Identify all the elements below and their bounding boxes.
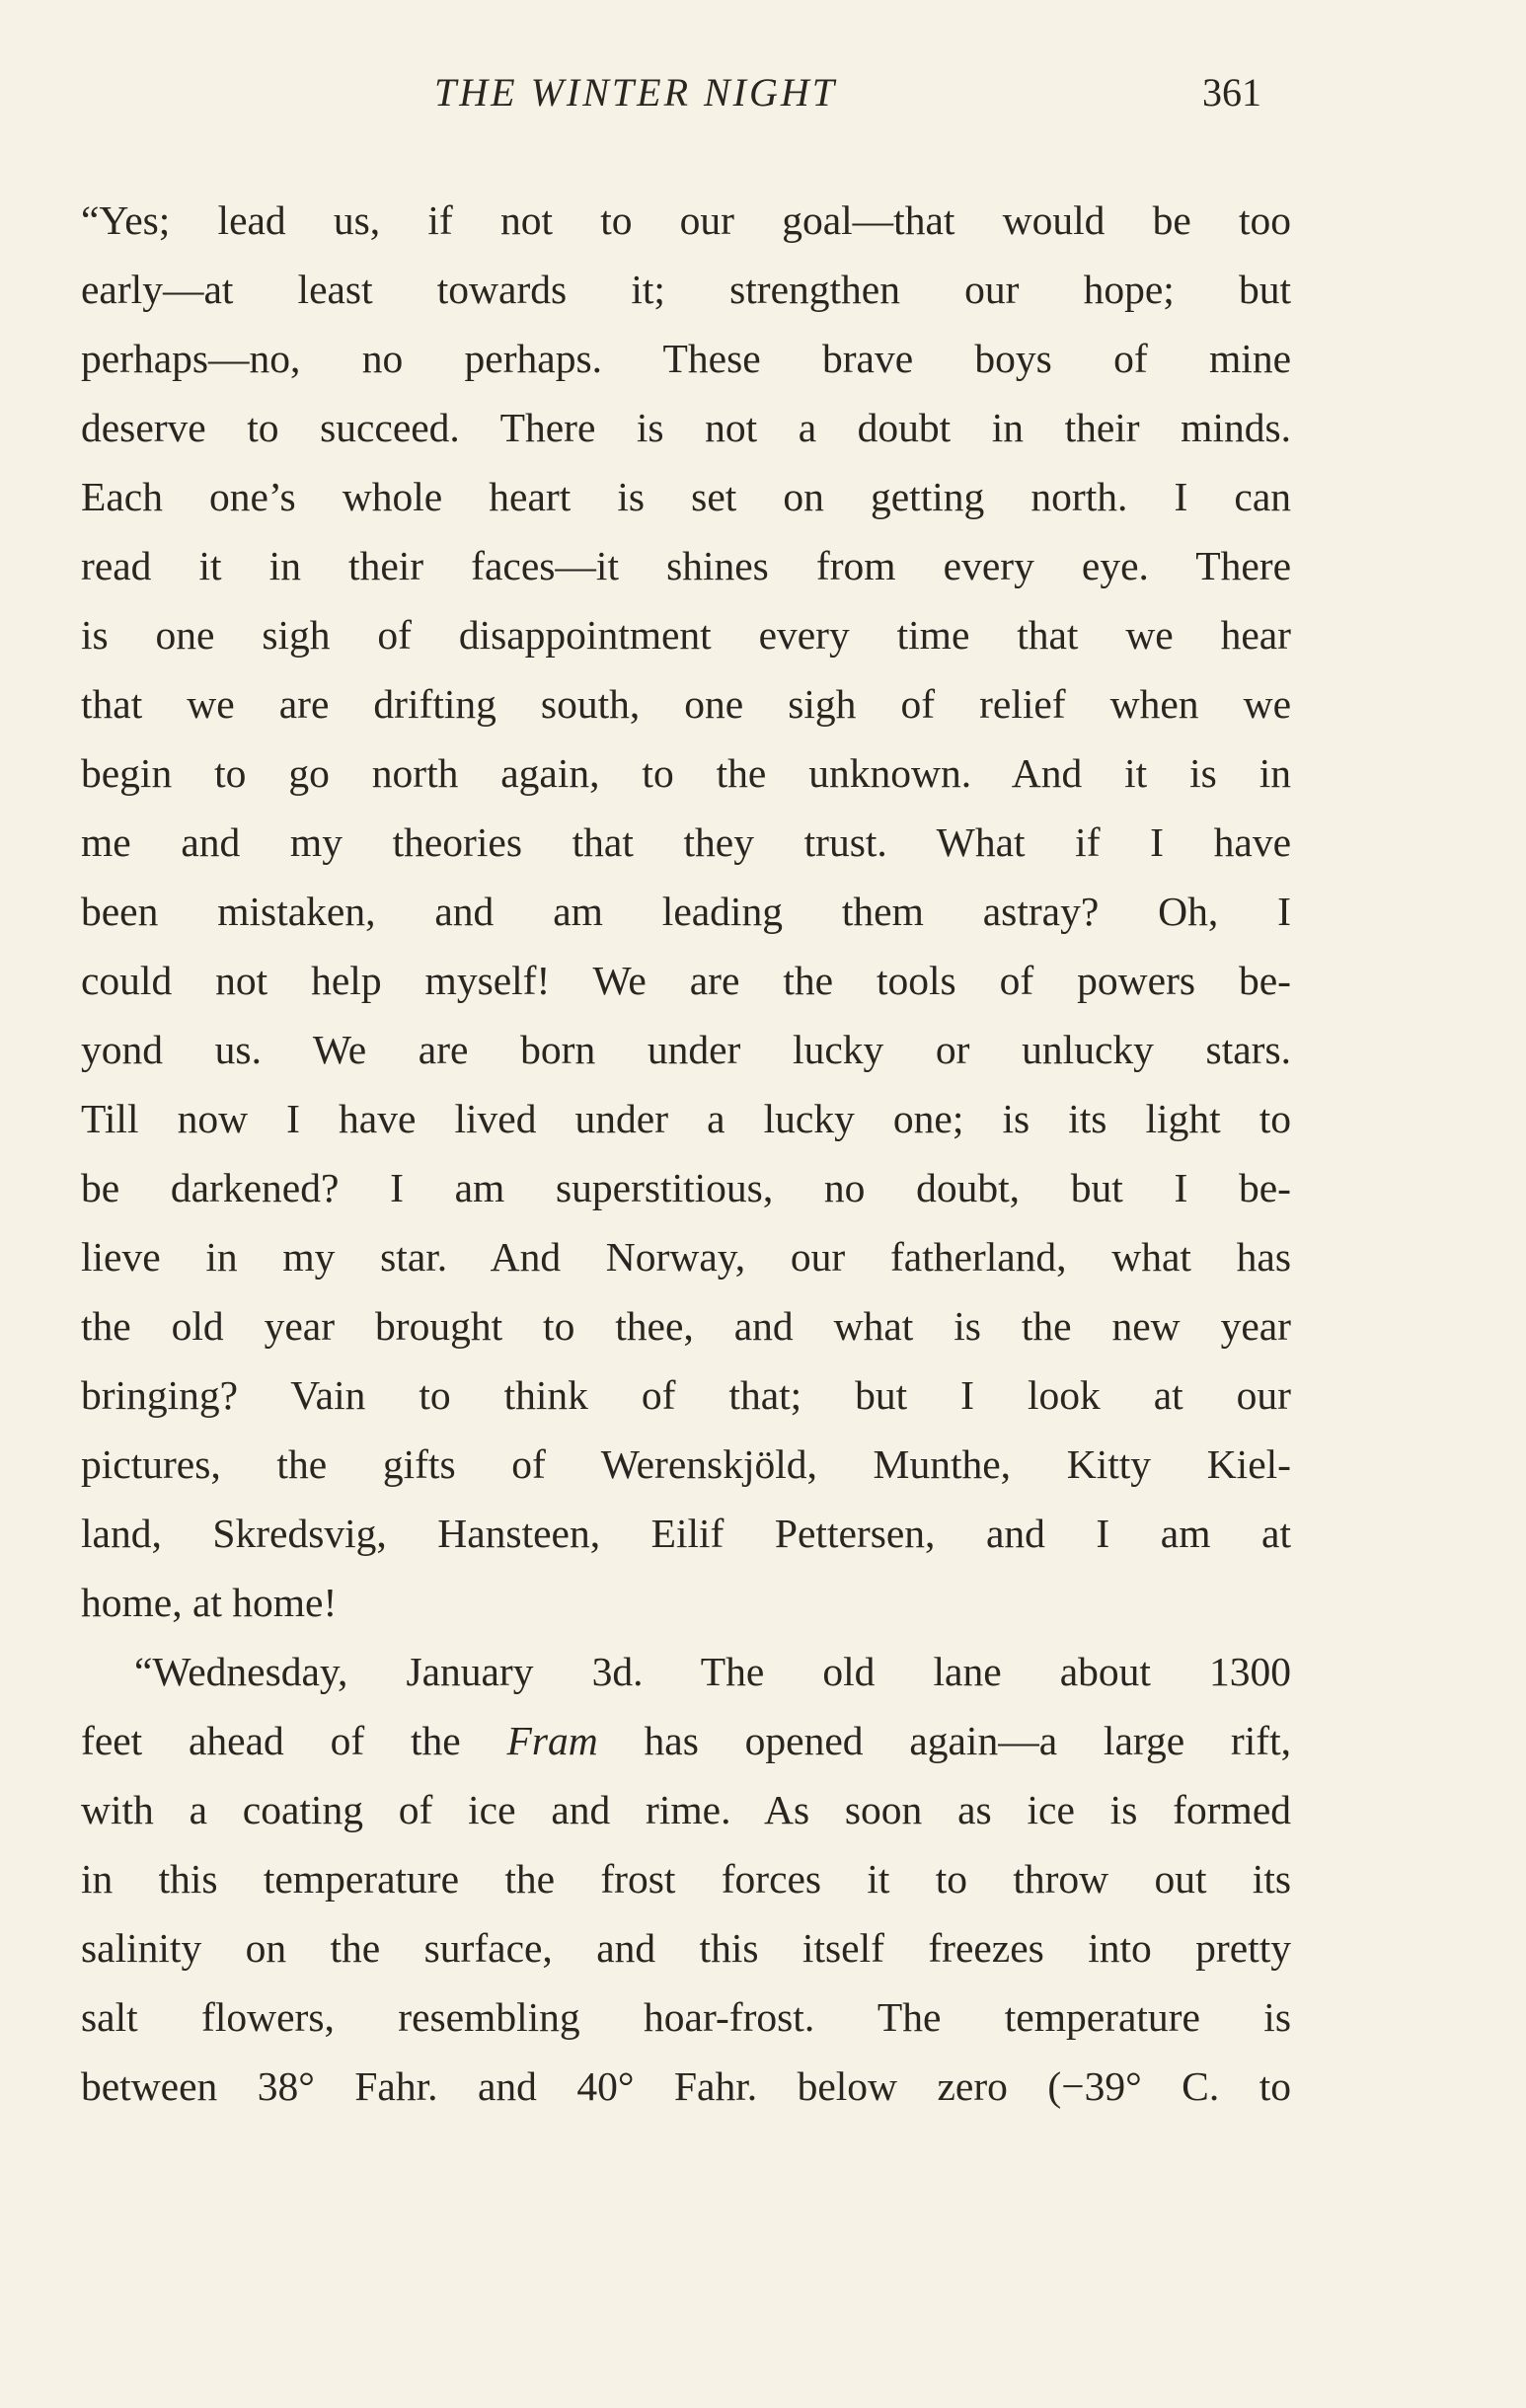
text-line: pictures, the gifts of Werenskjöld, Munthe, Kitty Kiel- <box>81 1441 1291 1487</box>
text-segment: feet ahead of the <box>81 1718 507 1763</box>
text-line: home, at home! <box>81 1580 338 1625</box>
text-line: begin to go north again, to the unknown. And it is in <box>81 750 1291 796</box>
text-line: that we are drifting south, one sigh of relief when we <box>81 681 1291 727</box>
text-line: read it in their faces—it shines from every eye. There <box>81 543 1291 588</box>
text-line: early—at least towards it; strengthen our hope; but <box>81 267 1291 312</box>
running-head <box>0 69 1526 128</box>
text-line: salinity on the surface, and this itself freezes into pretty <box>81 1925 1291 1971</box>
text-line: could not help myself! We are the tools of powers be- <box>81 958 1291 1003</box>
text-line: the old year brought to thee, and what is the new year <box>81 1303 1291 1349</box>
text-line: yond us. We are born under lucky or unlucky stars. <box>81 1027 1291 1072</box>
text-line: perhaps—no, no perhaps. These brave boys of mine <box>81 336 1291 381</box>
text-line: with a coating of ice and rime. As soon as ice is formed <box>81 1787 1291 1832</box>
text-line: “Wednesday, January 3d. The old lane about 1300 <box>134 1649 1291 1694</box>
text-line: salt flowers, resembling hoar-frost. The temperature is <box>81 1994 1291 2040</box>
text-line: Each one’s whole heart is set on getting north. I can <box>81 474 1291 519</box>
running-title: THE WINTER NIGHT <box>434 70 838 115</box>
text-segment: has opened again—a large rift, <box>597 1718 1292 1763</box>
page-number: 361 <box>1202 70 1261 115</box>
text-line: lieve in my star. And Norway, our fatherland, what has <box>81 1234 1291 1280</box>
text-line <box>81 1706 1291 1775</box>
text-line: been mistaken, and am leading them astray? Oh, I <box>81 889 1291 934</box>
text-line: Till now I have lived under a lucky one; is its light to <box>81 1096 1291 1141</box>
text-line: be darkened? I am superstitious, no doubt, but I be- <box>81 1165 1291 1210</box>
text-line: is one sigh of disappointment every time that we hear <box>81 612 1291 658</box>
text-line: between 38° Fahr. and 40° Fahr. below zero (−39° C. to <box>81 2063 1291 2109</box>
text-line: deserve to succeed. There is not a doubt in their minds. <box>81 405 1291 450</box>
text-line: “Yes; lead us, if not to our goal—that would be too <box>81 197 1291 243</box>
body-text <box>81 186 1291 2121</box>
ship-name-italic: Fram <box>506 1718 598 1763</box>
text-line: me and my theories that they trust. What if I have <box>81 819 1291 865</box>
text-line: in this temperature the frost forces it to throw out its <box>81 1856 1291 1902</box>
text-line: land, Skredsvig, Hansteen, Eilif Pettersen, and I am at <box>81 1511 1291 1556</box>
text-line: bringing? Vain to think of that; but I look at our <box>81 1372 1291 1418</box>
